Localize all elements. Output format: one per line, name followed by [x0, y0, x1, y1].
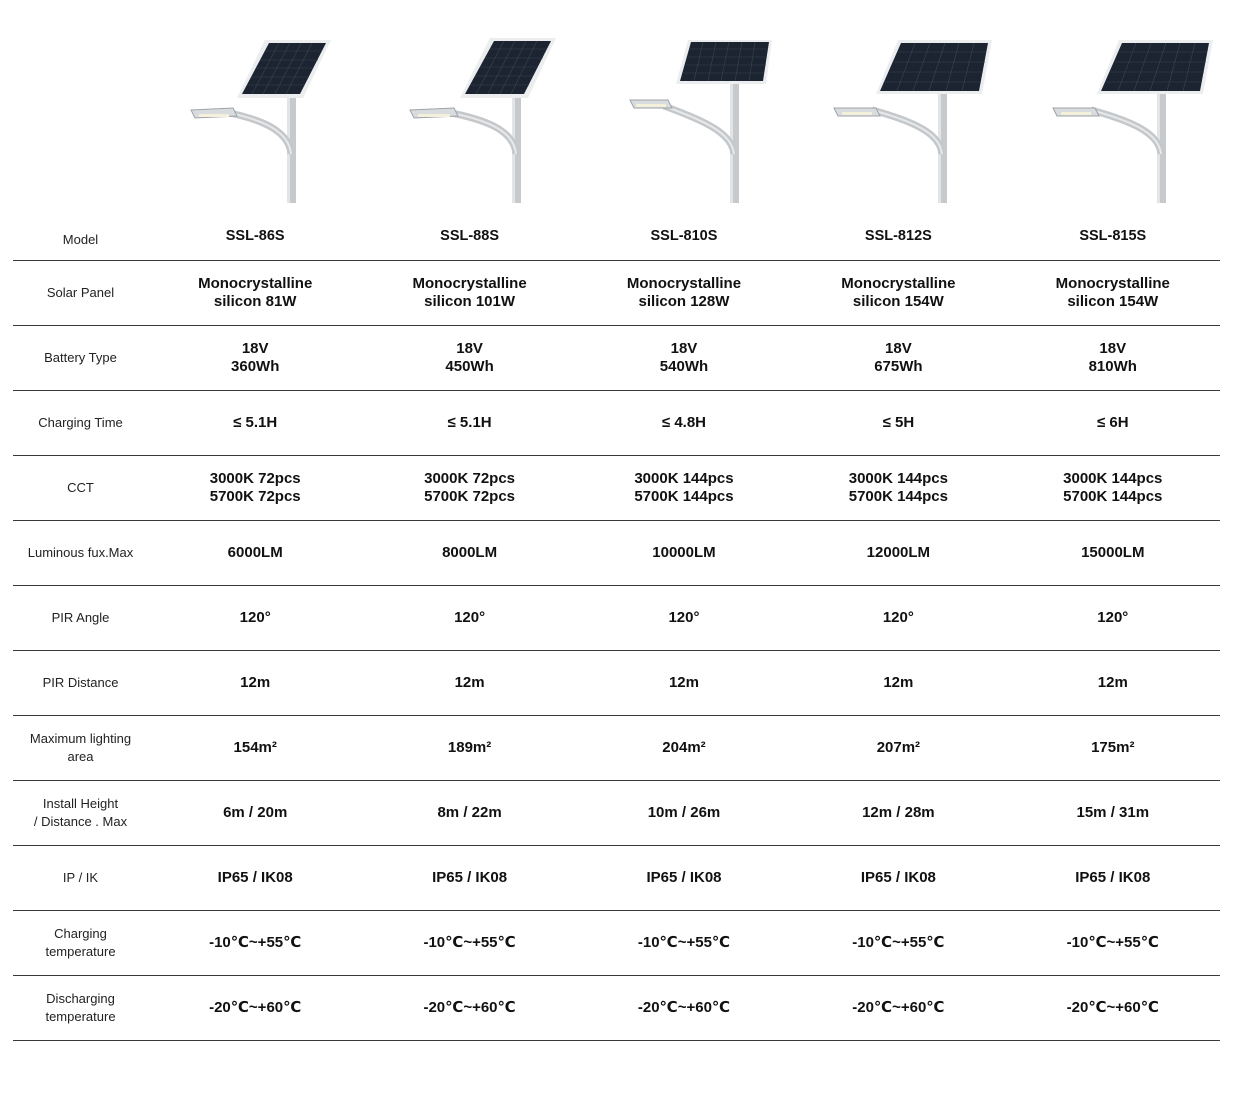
spec-value: Monocrystalline silicon 154W: [1006, 260, 1220, 325]
spec-value: 10m / 26m: [577, 780, 791, 845]
spec-table: [13, 207, 1220, 1041]
spec-value: -20℃~+60℃: [362, 975, 576, 1040]
spec-value: IP65 / IK08: [362, 845, 576, 910]
spec-value: Monocrystalline silicon 101W: [362, 260, 576, 325]
spec-value: 3000K 72pcs 5700K 72pcs: [362, 455, 576, 520]
spec-value: 12m: [148, 650, 362, 715]
spec-value: 6m / 20m: [148, 780, 362, 845]
row-label: Solar Panel: [13, 260, 148, 325]
solar-street-light-image: [404, 36, 604, 206]
spec-value: ≤ 5H: [791, 390, 1005, 455]
spec-value: 18V 540Wh: [577, 325, 791, 390]
spec-row: [13, 780, 1220, 845]
spec-value: IP65 / IK08: [1006, 845, 1220, 910]
row-label: Model: [13, 207, 148, 260]
spec-value: Monocrystalline silicon 81W: [148, 260, 362, 325]
spec-value: ≤ 6H: [1006, 390, 1220, 455]
spec-value: 154m²: [148, 715, 362, 780]
spec-row: [13, 520, 1220, 585]
spec-row: [13, 975, 1220, 1040]
spec-value: 18V 360Wh: [148, 325, 362, 390]
spec-value: 120°: [577, 585, 791, 650]
spec-row: [13, 390, 1220, 455]
spec-value: 3000K 144pcs 5700K 144pcs: [791, 455, 1005, 520]
spec-value: 10000LM: [577, 520, 791, 585]
model-row: [13, 207, 1220, 260]
row-label: Discharging temperature: [13, 975, 148, 1040]
row-label: PIR Distance: [13, 650, 148, 715]
row-label: Maximum lighting area: [13, 715, 148, 780]
spec-value: ≤ 5.1H: [148, 390, 362, 455]
spec-value: 15000LM: [1006, 520, 1220, 585]
spec-value: 12m: [791, 650, 1005, 715]
spec-value: -20℃~+60℃: [577, 975, 791, 1040]
solar-street-light-image: [624, 36, 824, 206]
spec-row: [13, 585, 1220, 650]
spec-value: 12m / 28m: [791, 780, 1005, 845]
spec-value: 6000LM: [148, 520, 362, 585]
row-label: Charging Time: [13, 390, 148, 455]
spec-value: 12000LM: [791, 520, 1005, 585]
spec-value: ≤ 4.8H: [577, 390, 791, 455]
spec-row: [13, 650, 1220, 715]
spec-value: 189m²: [362, 715, 576, 780]
spec-row: [13, 845, 1220, 910]
spec-value: 175m²: [1006, 715, 1220, 780]
spec-value: Monocrystalline silicon 154W: [791, 260, 1005, 325]
spec-value: 120°: [148, 585, 362, 650]
spec-value: 12m: [577, 650, 791, 715]
spec-value: 18V 810Wh: [1006, 325, 1220, 390]
product-images: [0, 0, 1236, 210]
spec-value: -10℃~+55℃: [1006, 910, 1220, 975]
spec-value: Monocrystalline silicon 128W: [577, 260, 791, 325]
model-name: SSL-810S: [577, 207, 791, 260]
spec-row: [13, 910, 1220, 975]
row-label: Battery Type: [13, 325, 148, 390]
spec-row: [13, 325, 1220, 390]
spec-value: 204m²: [577, 715, 791, 780]
spec-value: 120°: [1006, 585, 1220, 650]
spec-value: -10℃~+55℃: [791, 910, 1005, 975]
row-label: Install Height / Distance . Max: [13, 780, 148, 845]
spec-value: -20℃~+60℃: [1006, 975, 1220, 1040]
spec-value: -10℃~+55℃: [148, 910, 362, 975]
model-name: SSL-88S: [362, 207, 576, 260]
row-label: IP / IK: [13, 845, 148, 910]
spec-value: -10℃~+55℃: [362, 910, 576, 975]
spec-value: -20℃~+60℃: [791, 975, 1005, 1040]
spec-value: -20℃~+60℃: [148, 975, 362, 1040]
spec-value: 3000K 144pcs 5700K 144pcs: [1006, 455, 1220, 520]
spec-row: [13, 455, 1220, 520]
spec-value: 8m / 22m: [362, 780, 576, 845]
spec-value: 15m / 31m: [1006, 780, 1220, 845]
spec-value: 207m²: [791, 715, 1005, 780]
spec-value: 120°: [362, 585, 576, 650]
spec-value: 12m: [1006, 650, 1220, 715]
spec-value: IP65 / IK08: [148, 845, 362, 910]
spec-value: 18V 450Wh: [362, 325, 576, 390]
spec-value: IP65 / IK08: [577, 845, 791, 910]
solar-street-light-image: [185, 36, 385, 206]
spec-row: [13, 260, 1220, 325]
model-name: SSL-812S: [791, 207, 1005, 260]
spec-value: 120°: [791, 585, 1005, 650]
row-label: CCT: [13, 455, 148, 520]
row-label: Luminous fux.Max: [13, 520, 148, 585]
solar-street-light-image: [828, 36, 1028, 206]
row-label: PIR Angle: [13, 585, 148, 650]
spec-value: ≤ 5.1H: [362, 390, 576, 455]
spec-value: IP65 / IK08: [791, 845, 1005, 910]
solar-street-light-image: [1047, 36, 1236, 206]
spec-value: 3000K 72pcs 5700K 72pcs: [148, 455, 362, 520]
row-label: Charging temperature: [13, 910, 148, 975]
model-name: SSL-86S: [148, 207, 362, 260]
spec-value: 3000K 144pcs 5700K 144pcs: [577, 455, 791, 520]
spec-value: -10℃~+55℃: [577, 910, 791, 975]
spec-value: 8000LM: [362, 520, 576, 585]
spec-value: 18V 675Wh: [791, 325, 1005, 390]
spec-value: 12m: [362, 650, 576, 715]
model-name: SSL-815S: [1006, 207, 1220, 260]
spec-row: [13, 715, 1220, 780]
